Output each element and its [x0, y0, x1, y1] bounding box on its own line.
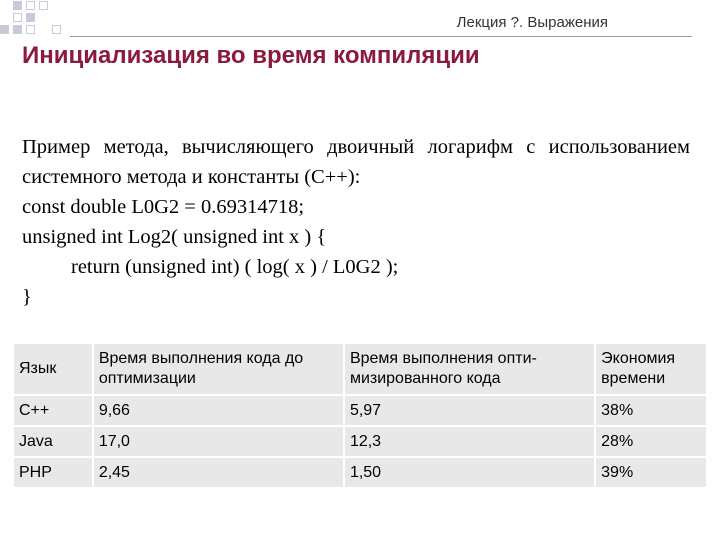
table-header-row [13, 343, 707, 395]
decor-square [26, 13, 35, 22]
table-cell: 2,45 [93, 457, 344, 488]
header-divider [70, 36, 692, 37]
table-row [13, 426, 707, 457]
table-cell: 39% [595, 457, 707, 488]
code-line: unsigned int Log2( unsigned int x ) { [22, 226, 327, 248]
table-header-cell: Язык [13, 343, 93, 395]
table-cell: 9,66 [93, 395, 344, 426]
table-header-cell: Время выполнения опти-мизированного кода [344, 343, 595, 395]
code-line: } [22, 286, 32, 308]
decorative-squares [0, 0, 80, 36]
table-cell: 38% [595, 395, 707, 426]
table-row [13, 457, 707, 488]
table-cell: 12,3 [344, 426, 595, 457]
comparison-table [12, 342, 708, 489]
decor-square [13, 13, 22, 22]
table-cell: 5,97 [344, 395, 595, 426]
decor-square [0, 25, 9, 34]
decor-square [26, 1, 35, 10]
table-cell: 17,0 [93, 426, 344, 457]
decor-square [13, 25, 22, 34]
slide-title: Инициализация во время компиляции [22, 42, 480, 69]
table-row [13, 395, 707, 426]
decor-square [13, 1, 22, 10]
table-cell: Java [13, 426, 93, 457]
table-cell: C++ [13, 395, 93, 426]
code-line: return (unsigned int) ( log( x ) / L0G2 ); [71, 256, 399, 278]
decor-square [26, 25, 35, 34]
table-header-cell: Экономия времени [595, 343, 707, 395]
table-header-cell: Время выполнения кода до оптимизации [93, 343, 344, 395]
lecture-label: Лекция ?. Выражения [456, 14, 608, 31]
table-cell: 1,50 [344, 457, 595, 488]
intro-paragraph: Пример метода, вычисляющего двоичный логарифм с использованием системного метода и константы (C++): [22, 136, 690, 188]
slide-body [22, 132, 690, 312]
decor-square [39, 1, 48, 10]
code-line: const double L0G2 = 0.69314718; [22, 196, 305, 218]
table-cell: PHP [13, 457, 93, 488]
decor-square [52, 25, 61, 34]
table-cell: 28% [595, 426, 707, 457]
